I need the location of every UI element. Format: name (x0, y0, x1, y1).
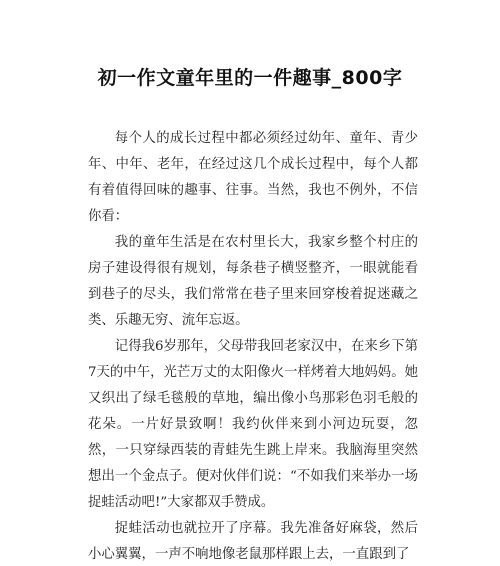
document-body (88, 126, 418, 566)
document-title: 初一作文童年里的一件趣事_800字 (97, 67, 403, 89)
paragraph-3: 记得我6岁那年，父母带我回老家汉中，在来乡下第7天的中午，光芒万丈的太阳像火一样烤着大地妈妈。她又织出了绿毛毯般的草地，编出像小鸟那彩色羽毛般的花朵。一片好景致啊！我约伙伴来到小河边玩耍，忽然，一只穿绿西装的青蛙先生跳上岸来。我脑海里突然想出一个金点子。便对伙伴们说：“不如我们来举办一场捉蛙活动吧!”大家都双手赞成。 (88, 339, 418, 510)
paragraph-4: 捉蛙活动也就拉开了序幕。我先准备好麻袋，然后小心翼翼，一声不响地像老鼠那样跟上去，一直跟到了 (88, 521, 418, 562)
paragraph-1: 每个人的成长过程中都必须经过幼年、童年、青少年、中年、老年，在经过这几个成长过程中，每个人都有着值得回味的趣事、往事。当然，我也不例外，不信你看： (88, 131, 418, 224)
paragraph-2: 我的童年生活是在农村里长大，我家乡整个村庄的房子建设得很有规划，每条巷子横竖整齐，一眼就能看到巷子的尽头，我们常常在巷子里来回穿梭着捉迷藏之类、乐趣无穷、流年忘返。 (88, 235, 418, 328)
